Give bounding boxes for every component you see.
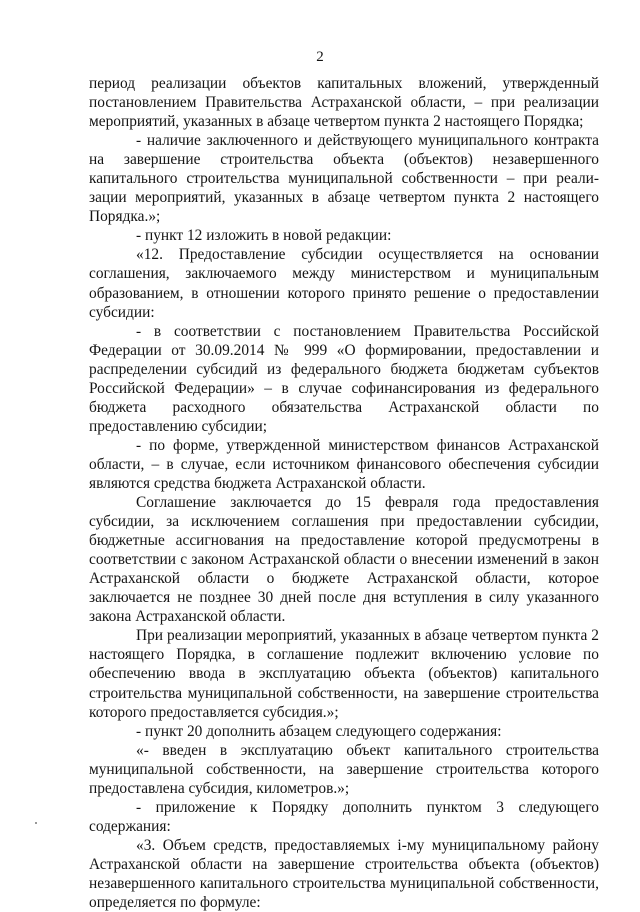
paragraph-point-12-intro: - пункт 12 изложить в новой редакции: xyxy=(136,227,392,245)
paragraph-period-realization: период реализации объектов капитальных вложений, утвержденный постановлением Правительства Астраханской области, – при реализации мероприятий, указанных в абзаце четвертом пункта 2 настоящего Порядка; xyxy=(89,75,599,131)
paragraph-ministry-form: - по форме, утвержденной министерством финансов Астраханской области, – в случае, если источником финансового обеспечения субсидии являются средства бюджета Астраханской области. xyxy=(89,436,599,492)
paragraph-municipal-contract: - наличие заключенного и действующего муниципального контракта на завершение строительства объекта (объектов) незавершенного капитального строительства муниципальной собственности – при реализации мероприятий, указанных в абзаце четвертом пункта 2 настоящего Порядка.»; xyxy=(89,132,599,226)
paragraph-point-20-intro: - пункт 20 дополнить абзацем следующего содержания: xyxy=(136,722,502,740)
paragraph-point-12-subsidy: «12. Предоставление субсидии осуществляется на основании соглашения, заключаемого между министерством и муниципальным образованием, в отношении которого принято решение о предоставлении субсидии: xyxy=(89,246,599,321)
scan-speck xyxy=(35,822,37,824)
paragraph-agreement-deadline: Соглашение заключается до 15 февраля года предоставления субсидии, за исключением соглашения при предоставлении субсидии, бюджетные ассигнования на предоставление которой предусмотрены в соответствии с законом Астраханской области о внесении изменений в закон Астраханской области о бюджете Астраханской области, которое заключается не позднее 30 дней после дня вступления в силу указанного закона Астраханской области. xyxy=(89,494,599,626)
paragraph-appendix-intro: - приложение к Порядку дополнить пунктом 3 следующего содержания: xyxy=(89,798,599,835)
paragraph-federal-decree: - в соответствии с постановлением Правительства Российской Федерации от 30.09.2014 № 999 «О формировании, предоставлении и распределении субсидий из федерального бюджета бюджетам субъектов Российской Федерации» – в случае софинансирования из федерального бюджета расходного обязательства Астраханской области по предоставлению субсидии; xyxy=(89,322,599,435)
document-body xyxy=(89,74,599,912)
paragraph-point-20-content: «- введен в эксплуатацию объект капитального строительства муниципальной собственности, на завершение строительства которого предоставлена субсидия, километров.»; xyxy=(89,741,599,797)
paragraph-commissioning-condition: При реализации мероприятий, указанных в абзаце четвертом пункта 2 настоящего Порядка, в соглашение подлежит включению условие по обеспечению ввода в эксплуатацию объекта (объектов) капитального строительства муниципальной собственности, на завершение строительства которого предоставляется субсидия.»; xyxy=(89,627,599,721)
paragraph-appendix-point-3: «3. Объем средств, предоставляемых i-му муниципальному району Астраханской области на завершение строительства объекта (объектов) незавершенного капитального строительства муниципальной собственности, определяется по формуле: xyxy=(89,836,599,912)
page-number: 2 xyxy=(316,49,324,65)
